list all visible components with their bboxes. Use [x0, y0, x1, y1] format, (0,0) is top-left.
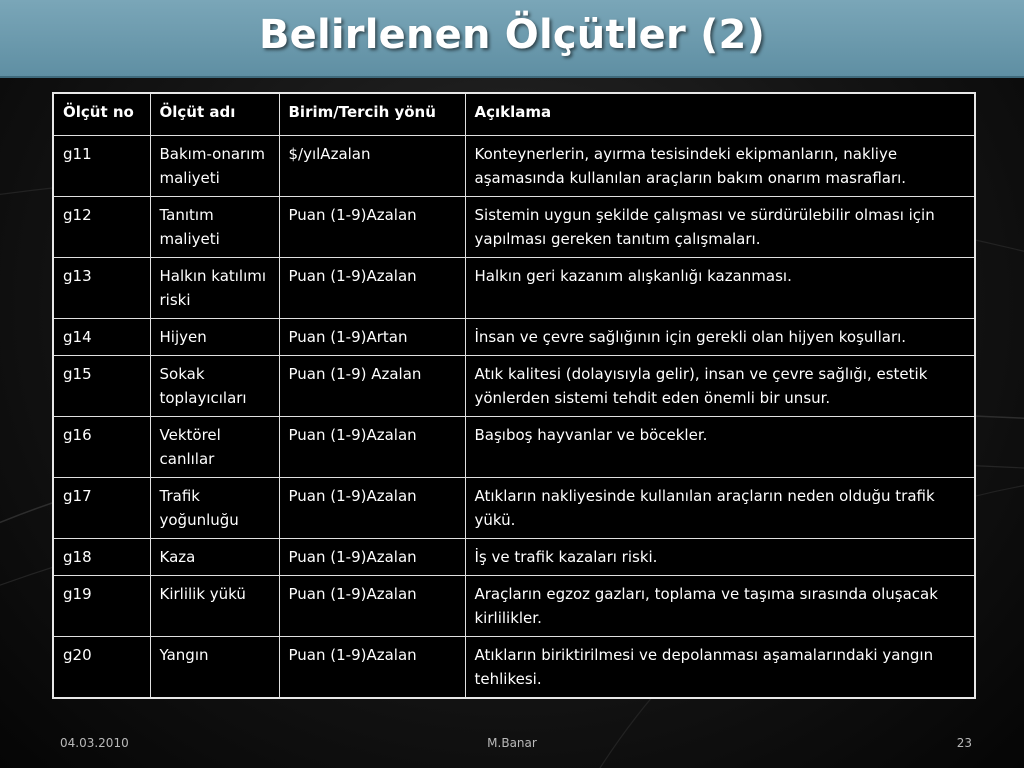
cell-criterion-no: g16 — [53, 416, 150, 477]
footer-date: 04.03.2010 — [60, 736, 129, 750]
table-row — [53, 196, 975, 257]
cell-unit-direction: Puan (1-9)Artan — [279, 318, 465, 355]
table-row — [53, 416, 975, 477]
cell-description: Araçların egzoz gazları, toplama ve taşıma sırasında oluşacak kirlilikler. — [465, 575, 975, 636]
header-unit-direction: Birim/Tercih yönü — [279, 93, 465, 135]
cell-criterion-name: Hijyen — [150, 318, 279, 355]
cell-description: Sistemin uygun şekilde çalışması ve sürdürülebilir olması için yapılması gereken tanıtım çalışmaları. — [465, 196, 975, 257]
footer-page-number: 23 — [956, 736, 972, 750]
footer-author: M.Banar — [487, 736, 537, 750]
cell-unit-direction: Puan (1-9)Azalan — [279, 636, 465, 698]
criteria-table — [52, 92, 976, 699]
cell-description: İş ve trafik kazaları riski. — [465, 538, 975, 575]
cell-criterion-name: Trafik yoğunluğu — [150, 477, 279, 538]
cell-criterion-name: Kaza — [150, 538, 279, 575]
table-row — [53, 257, 975, 318]
cell-unit-direction: Puan (1-9)Azalan — [279, 538, 465, 575]
table-row — [53, 477, 975, 538]
criteria-table-container — [52, 92, 976, 699]
cell-criterion-name: Bakım-onarım maliyeti — [150, 135, 279, 196]
header-criterion-no: Ölçüt no — [53, 93, 150, 135]
cell-criterion-no: g17 — [53, 477, 150, 538]
cell-criterion-no: g15 — [53, 355, 150, 416]
cell-unit-direction: Puan (1-9) Azalan — [279, 355, 465, 416]
cell-description: Başıboş hayvanlar ve böcekler. — [465, 416, 975, 477]
table-row — [53, 355, 975, 416]
cell-criterion-name: Halkın katılımı riski — [150, 257, 279, 318]
cell-criterion-no: g20 — [53, 636, 150, 698]
cell-description: Halkın geri kazanım alışkanlığı kazanması. — [465, 257, 975, 318]
table-row — [53, 318, 975, 355]
table-row — [53, 575, 975, 636]
cell-criterion-name: Yangın — [150, 636, 279, 698]
cell-criterion-no: g13 — [53, 257, 150, 318]
cell-description: Atık kalitesi (dolayısıyla gelir), insan ve çevre sağlığı, estetik yönlerden sistemi tehdit eden önemli bir unsur. — [465, 355, 975, 416]
cell-criterion-no: g12 — [53, 196, 150, 257]
table-header-row — [53, 93, 975, 135]
header-description: Açıklama — [465, 93, 975, 135]
cell-criterion-name: Vektörel canlılar — [150, 416, 279, 477]
cell-description: Atıkların biriktirilmesi ve depolanması aşamalarındaki yangın tehlikesi. — [465, 636, 975, 698]
cell-criterion-no: g18 — [53, 538, 150, 575]
cell-criterion-name: Kirlilik yükü — [150, 575, 279, 636]
table-row — [53, 538, 975, 575]
cell-criterion-no: g11 — [53, 135, 150, 196]
cell-criterion-name: Tanıtım maliyeti — [150, 196, 279, 257]
cell-unit-direction: Puan (1-9)Azalan — [279, 257, 465, 318]
slide-title: Belirlenen Ölçütler (2) — [258, 12, 766, 58]
cell-unit-direction: Puan (1-9)Azalan — [279, 575, 465, 636]
cell-unit-direction: Puan (1-9)Azalan — [279, 196, 465, 257]
header-criterion-name: Ölçüt adı — [150, 93, 279, 135]
cell-criterion-name: Sokak toplayıcıları — [150, 355, 279, 416]
cell-criterion-no: g19 — [53, 575, 150, 636]
cell-unit-direction: $/yılAzalan — [279, 135, 465, 196]
cell-unit-direction: Puan (1-9)Azalan — [279, 477, 465, 538]
table-row — [53, 135, 975, 196]
table-row — [53, 636, 975, 698]
title-bar — [0, 0, 1024, 78]
cell-description: Konteynerlerin, ayırma tesisindeki ekipmanların, nakliye aşamasında kullanılan araçların bakım onarım masrafları. — [465, 135, 975, 196]
cell-unit-direction: Puan (1-9)Azalan — [279, 416, 465, 477]
cell-description: İnsan ve çevre sağlığının için gerekli olan hijyen koşulları. — [465, 318, 975, 355]
cell-description: Atıkların nakliyesinde kullanılan araçların neden olduğu trafik yükü. — [465, 477, 975, 538]
cell-criterion-no: g14 — [53, 318, 150, 355]
